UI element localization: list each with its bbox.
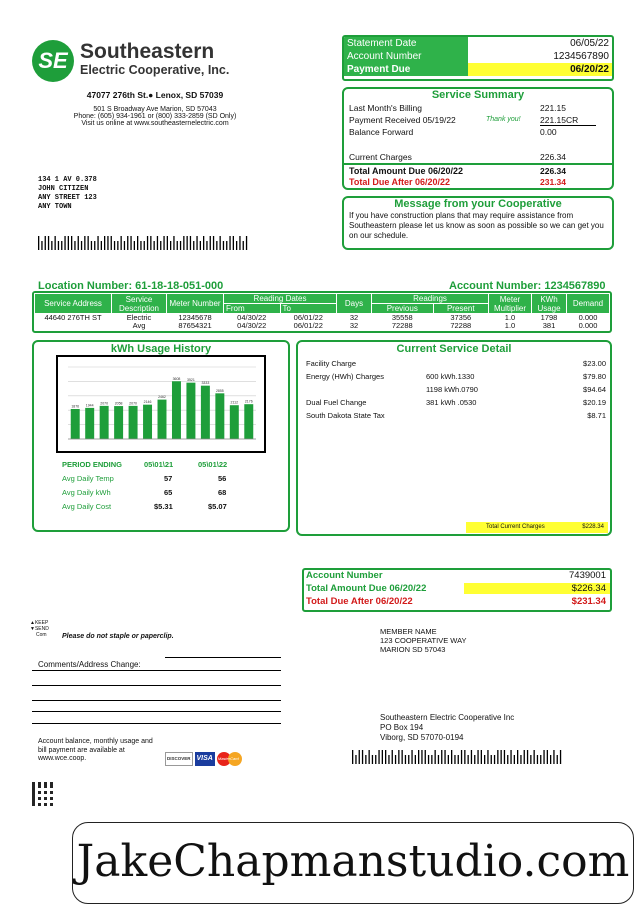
chart-data-label: 1876 [71,404,80,409]
company-website: Visit us online at www.southeasternelectric.com [81,120,229,127]
chart-bar [215,393,224,439]
chart-bar [230,405,239,439]
watermark-text: JakeChapmanstudio.com [76,836,630,887]
list-item: South Dakota State Tax $8.71 [306,411,606,420]
comments-field[interactable] [32,670,281,671]
payment-cards [165,752,243,766]
cooperative-message: Message from your Cooperative If you have construction plans that may require assistance from Southeastern please let us know as soon as possible so we can get you on our schedule. [342,196,614,250]
list-item: 1198 kWh.0790 $94.64 [426,385,606,394]
chart-bar [129,406,138,439]
table-row: Avg 87654321 04/30/22 06/01/22 32 72288 72288 1.0 381 0.000 [132,321,598,330]
chart-data-label: 2112 [230,400,239,405]
company-address: 47077 276th St.● Lenox, SD 57039 [86,90,224,100]
company-logo [32,40,244,86]
payment-due-date: 06/20/22 [468,63,612,76]
service-summary: Service Summary Last Month's Billing 221.15 Payment Received 05/19/22 Thank you! 221.15CR Balance Forward 0.00 Current Charges 226.34 Total Amount Due 06/20/22 226.34 Total Due After 06/20/22 231.34 [342,87,614,190]
chart-bar [114,406,123,439]
table-row: 44640 276TH ST Electric 12345678 04/30/22 06/01/22 32 35558 37356 1.0 1798 0.000 [44,313,598,322]
chart-bar [71,409,80,439]
chart-bar [143,405,152,439]
member-address: MEMBER NAME 123 COOPERATIVE WAY MARION SD 57043 [380,627,467,654]
mailing-address: 134 1 AV 0.378 JOHN CITIZEN ANY STREET 123 ANY TOWN [38,176,97,211]
chart-data-label: 3608 [172,376,181,381]
chart-data-label: 3333 [201,381,210,386]
chart-data-label: 2070 [129,401,137,406]
service-table: Service Address Service Description Meter Number Reading Dates Days Readings Meter Multiplier KWh Usage Demand From To Previous Present 44640 276TH ST Electric 12345678 04/30/22 06/01/22 32 35558 37356 1.0 1798 0.000 Avg 87654321 04/30/22 06/01/22 32 72288 72288 1.0 381 0.000 [32,291,612,333]
chart-bar [100,406,109,439]
chart-bar [186,383,195,439]
statement-box: Statement Date 06/05/22 Account Number 1234567890 Payment Due 06/20/22 [342,35,614,81]
company-name-line2: Electric Cooperative, Inc. [80,63,230,77]
staple-notice: Please do not staple or paperclip. [62,633,174,640]
chart-bar [158,400,167,439]
list-item: Facility Charge $23.00 [306,359,606,368]
logo-badge: SE [32,40,74,82]
watermark-banner [72,822,634,904]
chart-data-label: 2176 [244,399,253,404]
remit-address: Southeastern Electric Cooperative Inc PO Box 194 Viborg, SD 57070-0194 [380,713,515,742]
company-name: Southeastern [80,40,215,63]
account-number-header: Account Number: 1234567890 [449,280,606,292]
chart-data-label: 3521 [187,378,195,383]
chart-bar [85,408,94,439]
postal-barcode [38,236,258,250]
current-service-detail: Current Service Detail Facility Charge $23.00 Energy (HWh) Charges 600 kWh.1330 $79.80 1198 kWh.0790 $94.64 Dual Fuel Change 381 kWh .0530 $20.19 South Dakota State Tax $8.71 Total Current Charges $228.34 [296,340,612,536]
visa-card-icon: VISA [195,752,215,766]
company-phone: Phone: (605) 934-1961 or (800) 333-2859 (SD Only) [73,113,237,120]
discover-card-icon: DISCOVER [165,752,193,766]
chart-bar [244,404,253,439]
chart-data-label: 2058 [114,401,123,406]
mastercard-icon: MasterCard [217,752,243,766]
list-item: Energy (HWh) Charges 600 kWh.1330 $79.80 [306,372,606,381]
chart-data-label: 2462 [158,395,166,400]
chart-data-label: 2070 [100,401,109,406]
comments-label: Comments/Address Change: [38,660,141,669]
location-number: Location Number: 61-18-18-051-000 [38,280,224,292]
chart-data-label: 1944 [85,403,94,408]
list-item: Dual Fuel Change 381 kWh .0530 $20.19 [306,398,606,407]
chart-data-label: 2146 [143,400,152,405]
total-current-charges: Total Current Charges $228.34 [466,522,608,533]
chart-data-label: 2855 [215,388,224,393]
account-number: 1234567890 [553,51,609,62]
usage-chart [56,355,266,453]
remit-barcode [352,750,572,764]
usage-history: kWh Usage History 1876 1944 2070 2058 2070 2146 2462 3608 3521 3333 2855 2112 2176 PERIOD ENDING 05\01\21 05\01\22 Avg Daily Temp 57 56 Avg Daily kWh 65 68 Avg Daily Cost $5.31 $5.07 [32,340,290,532]
statement-date: 06/05/22 [570,38,609,49]
chart-bar [201,386,210,439]
chart-bar [172,381,181,439]
remittance-totals: Account Number 7439001 Total Amount Due 06/20/22 $226.34 Total Due After 06/20/22 $231.34 [302,568,612,612]
company-address2: 501 S Broadway Ave Marion, SD 57043 [93,106,217,113]
online-notice: Account balance, monthly usage and bill payment are available at www.wce.coop. [38,738,153,762]
keep-send-arrows: ▲KEEP ▼SEND Com [30,620,49,638]
qr-code-icon [32,782,56,806]
